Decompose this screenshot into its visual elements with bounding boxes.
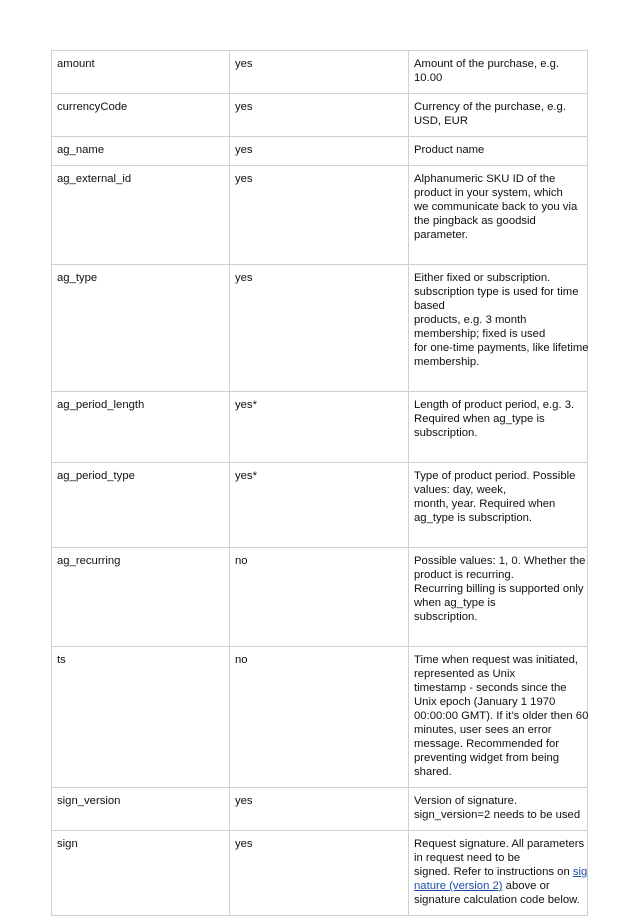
- param-required-cell: [230, 392, 409, 463]
- description-text: above or: [502, 880, 550, 892]
- description-line: product is recurring.: [414, 569, 514, 581]
- parameters-table-body: [52, 51, 588, 916]
- description-line: membership; fixed is used: [414, 328, 546, 340]
- param-description-cell: [409, 647, 588, 788]
- description-line: Product name: [414, 144, 485, 156]
- param-name: amount: [57, 58, 95, 70]
- table-row: [52, 265, 588, 392]
- description-line: Time when request was initiated,: [414, 654, 579, 666]
- description-line: subscription type is used for time: [414, 286, 579, 298]
- param-required-cell: [230, 166, 409, 265]
- description-line: Currency of the purchase, e.g.: [414, 101, 566, 113]
- description-line: Amount of the purchase, e.g.: [414, 58, 560, 70]
- description-line: preventing widget from being: [414, 752, 560, 764]
- param-name-cell: [52, 94, 230, 137]
- param-required-cell: [230, 94, 409, 137]
- param-name: ag_recurring: [57, 555, 121, 567]
- table-row: [52, 788, 588, 831]
- param-description-cell: [409, 94, 588, 137]
- param-name: sign_version: [57, 795, 121, 807]
- description-line: [414, 879, 582, 893]
- param-name: sign: [57, 838, 78, 850]
- description-line: based: [414, 300, 445, 312]
- description-line: values: day, week,: [414, 484, 507, 496]
- param-name-cell: [52, 166, 230, 265]
- description-line: Possible values: 1, 0. Whether the: [414, 555, 586, 567]
- param-required: yes: [235, 58, 253, 70]
- description-line: 10.00: [414, 72, 443, 84]
- param-required-cell: [230, 788, 409, 831]
- param-name: ts: [57, 654, 66, 666]
- param-required-cell: [230, 463, 409, 548]
- table-row: [52, 94, 588, 137]
- param-description-cell: [409, 788, 588, 831]
- param-name-cell: [52, 548, 230, 647]
- param-required: yes*: [235, 470, 257, 482]
- param-description-cell: [409, 137, 588, 166]
- param-description-cell: [409, 548, 588, 647]
- param-description-cell: [409, 463, 588, 548]
- param-name: ag_period_type: [57, 470, 135, 482]
- description-line: for one-time payments, like lifetime: [414, 342, 589, 354]
- param-description-cell: [409, 265, 588, 392]
- description-line: Alphanumeric SKU ID of the: [414, 173, 556, 185]
- param-description-cell: [409, 166, 588, 265]
- param-name-cell: [52, 831, 230, 916]
- param-required: no: [235, 654, 248, 666]
- description-line: [414, 865, 588, 879]
- description-line: shared.: [414, 766, 452, 778]
- param-name-cell: [52, 265, 230, 392]
- description-line: products, e.g. 3 month: [414, 314, 527, 326]
- param-description-cell: [409, 51, 588, 94]
- parameters-table: [51, 50, 588, 916]
- description-line: 00:00:00 GMT). If it’s older then 60: [414, 710, 589, 722]
- param-required: yes: [235, 795, 253, 807]
- table-row: [52, 647, 588, 788]
- table-row: [52, 463, 588, 548]
- table-row: [52, 548, 588, 647]
- description-line: USD, EUR: [414, 115, 468, 127]
- param-required-cell: [230, 647, 409, 788]
- description-line: Request signature. All parameters: [414, 838, 585, 850]
- description-line: message. Recommended for: [414, 738, 560, 750]
- description-line: Recurring billing is supported only: [414, 583, 584, 595]
- description-line: Either fixed or subscription.: [414, 272, 551, 284]
- description-line: in request need to be: [414, 852, 521, 864]
- description-line: minutes, user sees an error: [414, 724, 552, 736]
- param-required-cell: [230, 51, 409, 94]
- description-line: parameter.: [414, 229, 469, 241]
- param-name-cell: [52, 137, 230, 166]
- param-description-cell: [409, 831, 588, 916]
- table-row: [52, 831, 588, 916]
- description-line: month, year. Required when: [414, 498, 556, 510]
- param-required: yes: [235, 838, 253, 850]
- param-required: yes*: [235, 399, 257, 411]
- description-line: sign_version=2 needs to be used: [414, 809, 581, 821]
- param-required: yes: [235, 101, 253, 113]
- description-line: Version of signature.: [414, 795, 517, 807]
- description-line: Length of product period, e.g. 3.: [414, 399, 575, 411]
- description-line: membership.: [414, 356, 480, 368]
- param-name-cell: [52, 647, 230, 788]
- description-line: signature calculation code below.: [414, 894, 580, 906]
- table-row: [52, 166, 588, 265]
- table-row: [52, 137, 588, 166]
- description-line: when ag_type is: [414, 597, 496, 609]
- description-line: the pingback as goodsid: [414, 215, 536, 227]
- param-name: ag_name: [57, 144, 105, 156]
- param-name: ag_external_id: [57, 173, 132, 185]
- description-line: subscription.: [414, 611, 478, 623]
- description-line: represented as Unix: [414, 668, 516, 680]
- param-name: ag_period_length: [57, 399, 145, 411]
- param-required-cell: [230, 137, 409, 166]
- param-name-cell: [52, 51, 230, 94]
- param-required-cell: [230, 831, 409, 916]
- param-name-cell: [52, 392, 230, 463]
- description-line: we communicate back to you via: [414, 201, 578, 213]
- description-line: Required when ag_type is: [414, 413, 545, 425]
- description-text: signed. Refer to instructions on: [414, 866, 573, 878]
- param-name: currencyCode: [57, 101, 128, 113]
- param-name: ag_type: [57, 272, 98, 284]
- param-name-cell: [52, 463, 230, 548]
- signature-docs-link[interactable]: nature (version 2): [414, 880, 503, 892]
- description-line: Type of product period. Possible: [414, 470, 576, 482]
- param-required: yes: [235, 173, 253, 185]
- param-name-cell: [52, 788, 230, 831]
- description-line: subscription.: [414, 427, 478, 439]
- param-description-cell: [409, 392, 588, 463]
- description-line: Unix epoch (January 1 1970: [414, 696, 556, 708]
- description-line: product in your system, which: [414, 187, 563, 199]
- param-required-cell: [230, 265, 409, 392]
- param-required: yes: [235, 144, 253, 156]
- table-row: [52, 392, 588, 463]
- param-required-cell: [230, 548, 409, 647]
- param-required: yes: [235, 272, 253, 284]
- description-line: timestamp - seconds since the: [414, 682, 567, 694]
- table-row: [52, 51, 588, 94]
- param-required: no: [235, 555, 248, 567]
- signature-docs-link[interactable]: sig: [572, 866, 588, 878]
- description-line: ag_type is subscription.: [414, 512, 533, 524]
